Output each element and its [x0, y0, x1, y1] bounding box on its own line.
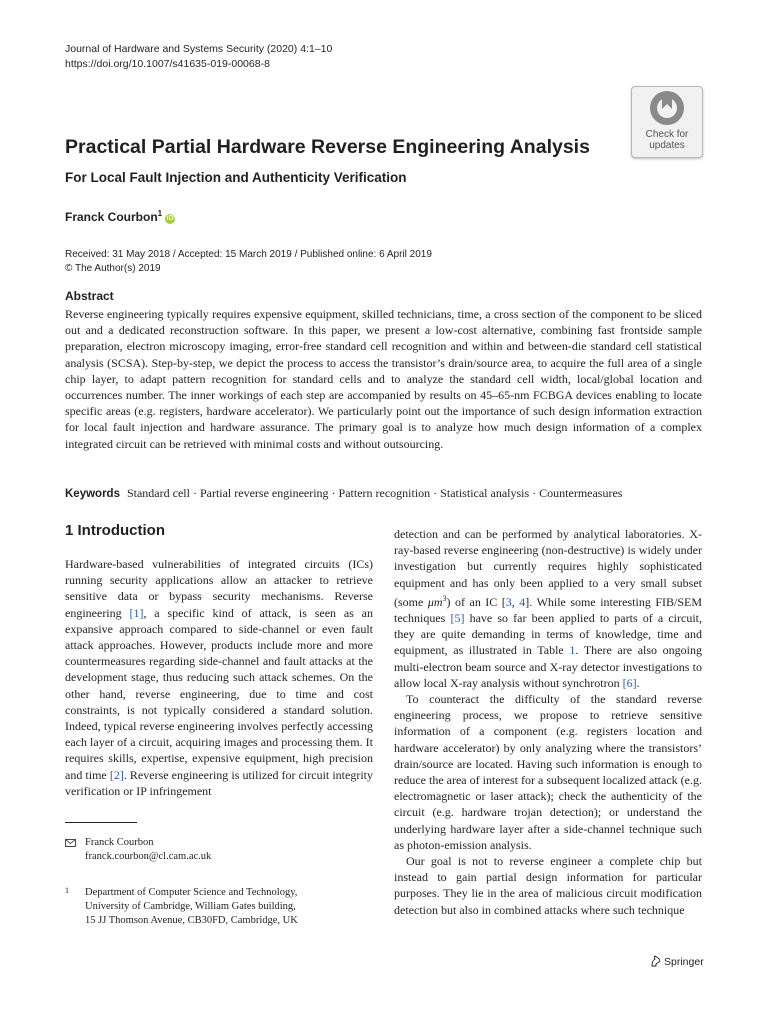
intro-paragraph-2: To counteract the difficulty of the standard reverse engineering process, we propose to retrieve sensitive information of a component (e.g. registers location and hardware accelerator) by only analyzing where the transistors’ drain/source are located. Having such information is enough to reduce the area of interest for a subsequent localized attack (e.g. electromagnetic or laser attack); check the authenticity of the circuit (e.g. hardware trojan detection); or understand the underlying hardware layer after a side-channel technique such as photon-emission analysis. [394, 692, 702, 852]
affiliation-line: 15 JJ Thomson Avenue, CB30FD, Cambridge, UK [85, 915, 298, 926]
affiliation-number: 1 [65, 886, 69, 895]
author-affiliation-mark: 1 [157, 209, 163, 218]
author-line [65, 209, 175, 224]
doi-link[interactable]: https://doi.org/10.1007/s41635-019-00068-8 [65, 58, 270, 70]
intro-paragraph-1: Hardware-based vulnerabilities of integrated circuits (ICs) running security applications allow an attacker to retrieve sensitive data or bypass security mechanisms. Reverse engineering [1], a specific kind of attack, is seen as an expansive approach compared to side-channel or even fault attack approaches. However, products include more and more countermeasures regarding side-channel and fault attacks at the development stage, thus reducing such attack schemes. On the other hand, reverse engineering, due to time and cost constraints, is not typically considered a standard solution. Indeed, typical reverse engineering involves perfectly accessing each layer of a circuit, acquiring images and processing them. It requires skills, expertise, expensive equipment, high precision and time [2]. Reverse engineering is utilized for circuit integrity verification or IP infringement [65, 557, 373, 798]
citation-link[interactable]: [5] [450, 611, 465, 626]
left-column [65, 556, 373, 799]
citation-link[interactable]: [2] [109, 767, 124, 782]
affiliation [65, 886, 298, 928]
citation-link[interactable]: 4 [519, 594, 526, 609]
affiliation-line: Department of Computer Science and Technology, [85, 887, 298, 898]
crossmark-icon [632, 87, 702, 129]
journal-citation: Journal of Hardware and Systems Security (2020) 4:1–10 [65, 43, 333, 55]
intro-paragraph-continued: detection and can be performed by analytical laboratories. X-ray-based reverse engineering (non-destructive) is widely under investigation but currently requires highly sophisticated equipment and has only been applied to a very small subset (some $\mu m^3$) of an IC [3, 4]. While some interesting FIB/SEM techniques [5] have so far been applied to parts of a circuit, they are quite demanding in terms of knowledge, time and equipment, as illustrated in Table 1. There are also ongoing multi-electron beam source and X-ray detector investigations to allow local X-ray analysis without synchrotron [6]. [394, 527, 703, 690]
keywords-label: Keywords [65, 488, 120, 500]
publisher-name: Springer [664, 956, 704, 968]
paper-title: Practical Partial Hardware Reverse Engineering Analysis [65, 136, 590, 158]
badge-line-1: Check for [645, 129, 689, 140]
section-heading-introduction: 1 Introduction [65, 522, 165, 539]
abstract-heading: Abstract [65, 289, 114, 303]
orcid-icon[interactable]: iD [166, 215, 174, 222]
author-name[interactable]: Franck Courbon [65, 210, 158, 224]
springer-horse-icon [650, 955, 662, 967]
check-for-updates-badge[interactable] [631, 86, 703, 158]
keywords-text: Standard cell · Partial reverse engineering · Pattern recognition · Statistical analysis · Countermeasures [126, 486, 623, 500]
paper-subtitle: For Local Fault Injection and Authenticity Verification [65, 170, 407, 185]
copyright-line: © The Author(s) 2019 [65, 263, 161, 274]
intro-paragraph-3: Our goal is not to reverse engineer a complete chip but instead to gain partial design information for particular purposes. They lie in the area of malicious circuit modification detection but also in combined attacks where such technique [394, 854, 702, 917]
badge-line-2: updates [649, 140, 685, 151]
journal-header [65, 42, 465, 72]
affiliation-line: University of Cambridge, William Gates building, [85, 901, 296, 912]
right-column [394, 526, 702, 918]
history-dates: Received: 31 May 2018 / Accepted: 15 March 2019 / Published online: 6 April 2019 [65, 249, 432, 260]
corresponding-name: Franck Courbon [85, 837, 154, 848]
citation-link[interactable]: 3 [505, 594, 512, 609]
envelope-icon [65, 839, 76, 847]
corresponding-author [65, 836, 211, 864]
citation-link[interactable]: [6] [622, 675, 637, 690]
table-link[interactable]: 1 [569, 643, 576, 658]
citation-link[interactable]: [1] [129, 605, 144, 620]
publisher-logo [650, 955, 704, 968]
footnote-divider [65, 822, 137, 823]
corresponding-email[interactable]: franck.courbon@cl.cam.ac.uk [85, 851, 212, 862]
micrometer-unit: μm [427, 594, 443, 609]
keywords [65, 485, 705, 502]
publication-dates [65, 248, 625, 276]
abstract-body: Reverse engineering typically requires expensive equipment, skilled technicians, time, a cross section of the component to be sliced out and a dedicated reconstruction software. In this paper, we present a low-cost alternative, combining fast frontside sample preparation, electron microscopy imaging, error-free standard cell recognition and within and between-die standard cell statistical analysis (SCSA). Step-by-step, we depict the process to access the transistor’s drain/source area, to acquire the full area of a single chip layer, to adapt pattern recognition for standard cells and to analyze the standard cell width, local/global location and occurrences number. The inner workings of each step are accompanied by results on 45–65-nm FCBGA devices enabling to locate specific areas (e.g. registers, hardware accelerator). We particularly point out the importance of such design information extraction for local fault injection and hardware assurance. The primary goal is to analyze how much design information of a complex integrated circuit can be retrieved with minimal costs and without outsourcing. [65, 307, 702, 451]
